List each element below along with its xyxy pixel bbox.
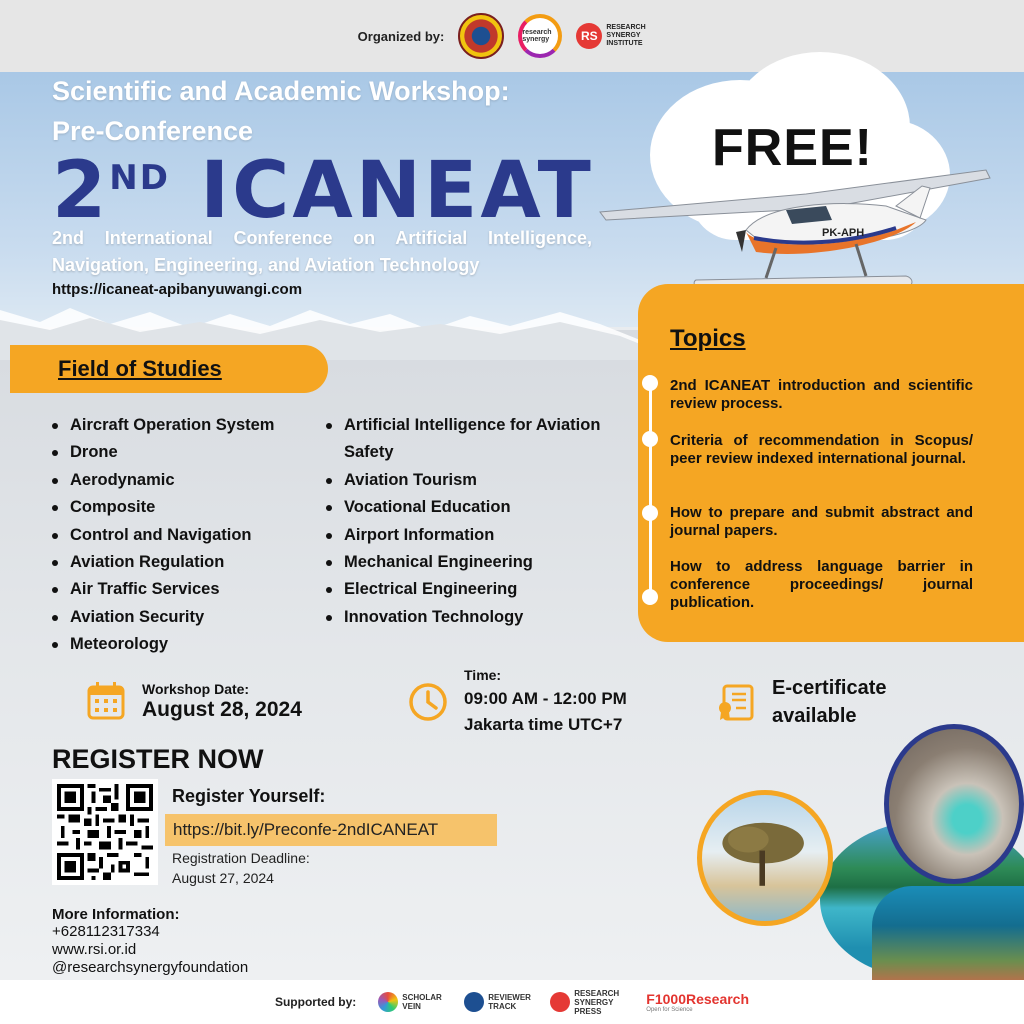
reviewer-track-logo-icon xyxy=(464,992,484,1012)
field-item: Aircraft Operation System xyxy=(52,412,312,439)
topic-item: How to prepare and submit abstract and journal papers. xyxy=(670,504,973,539)
time-range: 09:00 AM - 12:00 PM xyxy=(464,689,627,708)
qr-code-icon[interactable] xyxy=(52,779,158,885)
field-of-studies-tab xyxy=(10,345,328,393)
contact-info xyxy=(52,923,248,977)
supporters-bar xyxy=(0,980,1024,1024)
field-item: Aviation Security xyxy=(52,604,312,631)
f1000-logo-icon: F1000Research Open for Science xyxy=(646,991,750,1013)
register-yourself-label: Register Yourself: xyxy=(172,786,326,806)
topic-item: 2nd ICANEAT introduction and scientific review process. xyxy=(670,377,973,412)
contact-phone[interactable]: +628112317334 xyxy=(52,923,160,940)
register-now-heading: REGISTER NOW xyxy=(52,744,264,774)
organized-by-label: Organized by: xyxy=(357,28,445,44)
scholar-vein-logo-icon xyxy=(378,992,398,1012)
field-of-studies-title: Field of Studies xyxy=(58,356,222,381)
field-item: Mechanical Engineering xyxy=(326,549,636,576)
clock-icon xyxy=(408,682,448,722)
field-item: Airport Information xyxy=(326,522,636,549)
contact-social[interactable]: @researchsynergyfoundation xyxy=(52,959,249,976)
savanna-tree-photo xyxy=(697,790,833,926)
scholar-vein-logo: SCHOLAR VEIN xyxy=(378,992,442,1012)
crater-photo xyxy=(884,724,1024,884)
topics-timeline xyxy=(649,381,652,597)
rsi-logo-icon: RS xyxy=(576,23,602,49)
apib-logo-icon xyxy=(458,13,504,59)
preconference-title: Pre-Conference xyxy=(52,116,254,146)
field-item: Meteorology xyxy=(52,631,312,658)
workshop-title: Scientific and Academic Workshop: xyxy=(52,76,510,106)
contact-website[interactable]: www.rsi.or.id xyxy=(52,941,137,958)
conference-url[interactable]: https://icaneat-apibanyuwangi.com xyxy=(52,281,303,298)
timeline-dot-icon xyxy=(642,375,658,391)
time-label: Time: xyxy=(464,667,502,683)
workshop-date-label: Workshop Date: xyxy=(142,681,250,697)
more-information-label: More Information: xyxy=(52,906,180,923)
field-item: Aviation Regulation xyxy=(52,549,312,576)
topics-title: Topics xyxy=(670,325,746,352)
field-item: Aviation Tourism xyxy=(326,467,636,494)
tree-icon xyxy=(702,795,828,921)
workshop-date: August 28, 2024 xyxy=(142,698,302,721)
registration-deadline: August 27, 2024 xyxy=(172,870,274,886)
field-item: Control and Navigation xyxy=(52,522,312,549)
field-list-left xyxy=(52,412,312,659)
field-item: Drone xyxy=(52,439,312,466)
field-list-right xyxy=(326,412,636,631)
rs-press-logo-icon xyxy=(550,992,570,1012)
field-item: Composite xyxy=(52,494,312,521)
field-item: Air Traffic Services xyxy=(52,576,312,603)
field-item: Vocational Education xyxy=(326,494,636,521)
rsi-logo-text: RESEARCH SYNERGY INSTITUTE xyxy=(606,24,646,47)
time-value xyxy=(464,686,627,738)
timeline-dot-icon xyxy=(642,505,658,521)
rsi-logo xyxy=(576,23,666,49)
rs-press-logo: RESEARCH SYNERGY PRESS xyxy=(550,989,624,1016)
supported-by-label: Supported by: xyxy=(274,995,357,1009)
research-synergy-logo-icon: research synergy xyxy=(518,14,562,58)
free-badge: FREE! xyxy=(712,119,873,177)
e-certificate-text: E-certificate available xyxy=(772,677,887,727)
field-item: Innovation Technology xyxy=(326,604,636,631)
field-item: Artificial Intelligence for Aviation Safety xyxy=(326,412,636,467)
registration-deadline-label: Registration Deadline: xyxy=(172,850,310,866)
field-item: Aerodynamic xyxy=(52,467,312,494)
timeline-dot-icon xyxy=(642,431,658,447)
topic-item: How to address language barrier in conference proceedings/ journal publication. xyxy=(670,558,973,611)
conference-name: 2ND ICANEAT xyxy=(52,146,594,236)
registration-link[interactable]: https://bit.ly/Preconfe-2ndICANEAT xyxy=(165,814,497,846)
plane-registration: PK-APH xyxy=(822,227,865,239)
certificate-icon xyxy=(716,682,756,722)
reef-photo xyxy=(872,886,1024,986)
conference-full-name: 2nd International Conference on Artificial Intelligence, Navigation, Engineering, and Aviation Technology xyxy=(52,228,592,275)
calendar-icon xyxy=(86,681,126,721)
topic-item: Criteria of recommendation in Scopus/ peer review indexed international journal. xyxy=(670,432,973,467)
time-zone: Jakarta time UTC+7 xyxy=(464,715,623,734)
organizer-bar xyxy=(0,0,1024,72)
reviewer-track-logo: REVIEWER TRACK xyxy=(464,992,528,1012)
field-item: Electrical Engineering xyxy=(326,576,636,603)
timeline-dot-icon xyxy=(642,589,658,605)
